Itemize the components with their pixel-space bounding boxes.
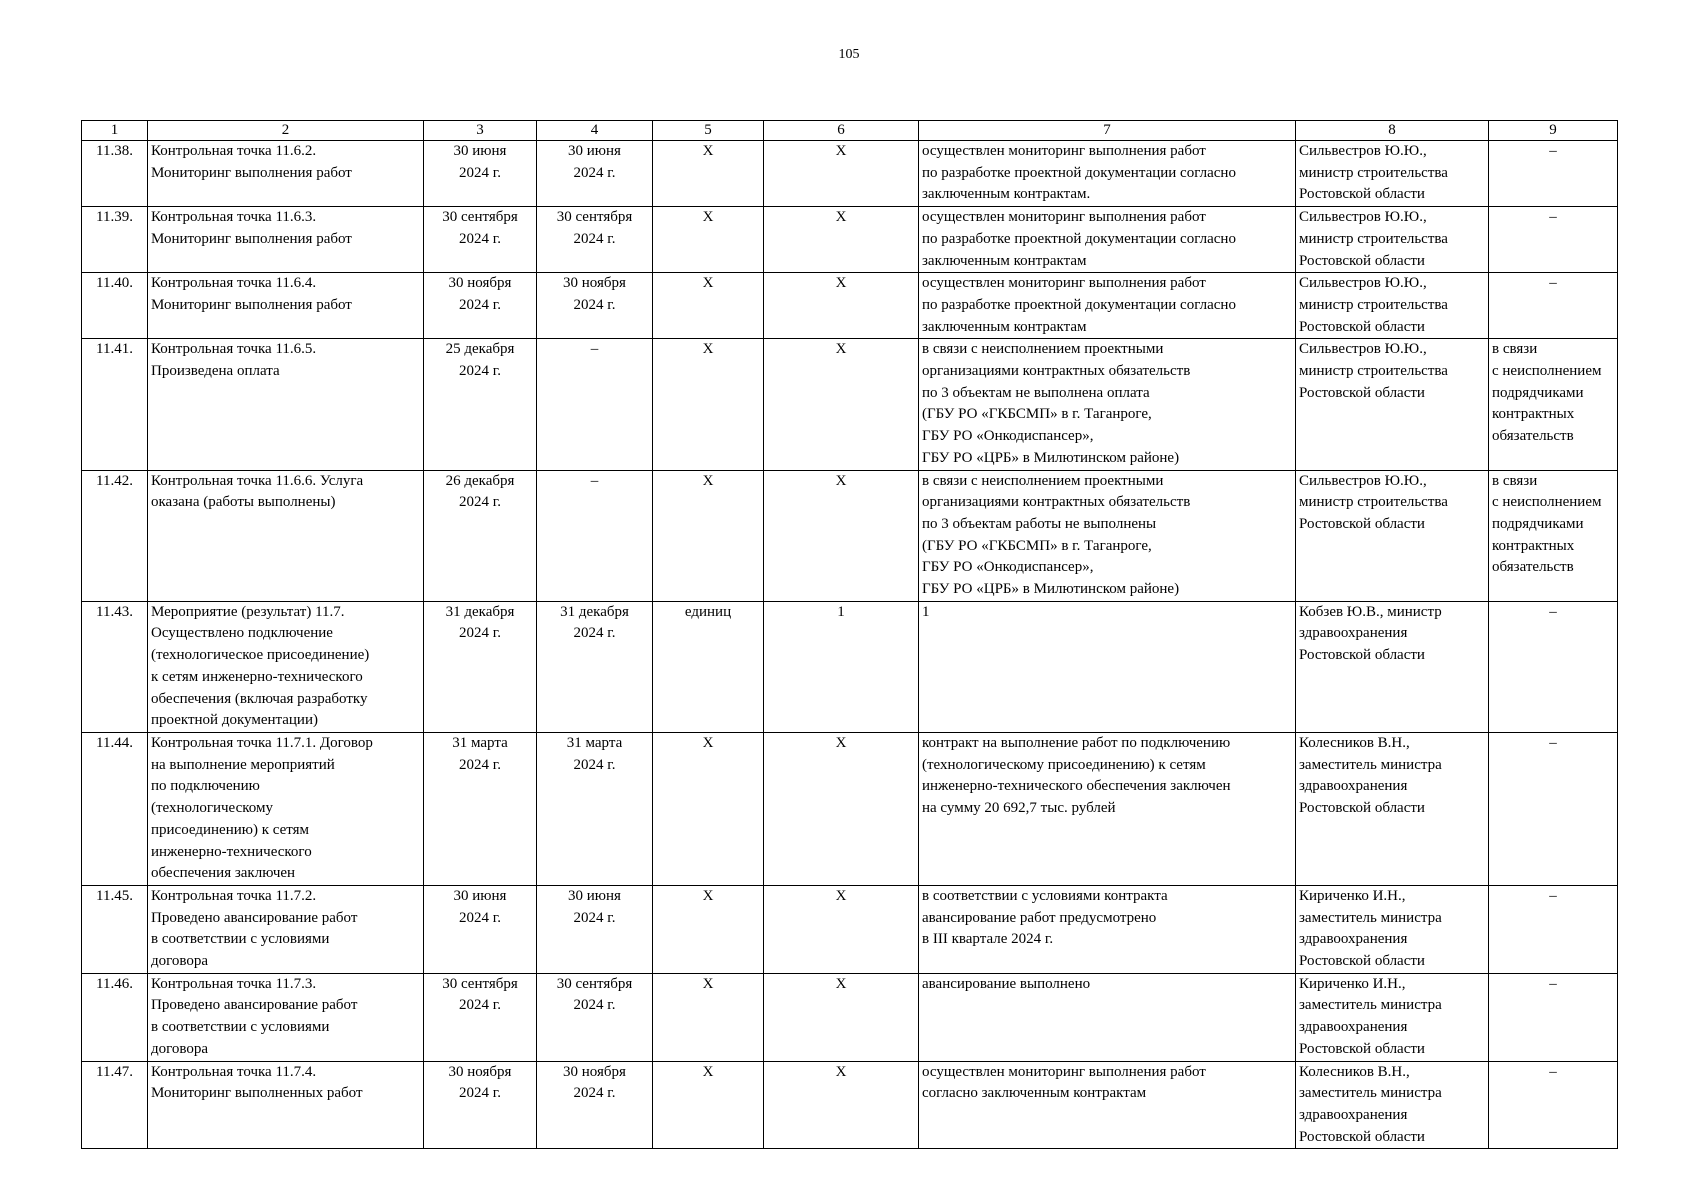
note-cell: –	[1489, 207, 1618, 273]
event-name-cell: Контрольная точка 11.6.4. Мониторинг выполнения работ	[148, 273, 424, 339]
row-number-cell: 11.41.	[82, 339, 148, 470]
table-row	[82, 732, 1618, 885]
actual-date-cell: 31 марта 2024 г.	[537, 732, 653, 885]
note-cell: –	[1489, 601, 1618, 732]
status-cell: осуществлен мониторинг выполнения работ по разработке проектной документации согласно заключенным контрактам	[919, 273, 1296, 339]
value-cell: Х	[764, 885, 919, 973]
status-cell: в связи с неисполнением проектными организациями контрактных обязательств по 3 объектам не выполнена оплата (ГБУ РО «ГКБСМП» в г. Таганроге, ГБУ РО «Онкодиспансер», ГБУ РО «ЦРБ» в Милютинском районе)	[919, 339, 1296, 470]
actual-date-cell: 30 июня 2024 г.	[537, 885, 653, 973]
responsible-cell: Кириченко И.Н., заместитель министра здравоохранения Ростовской области	[1296, 885, 1489, 973]
unit-cell: Х	[653, 141, 764, 207]
actual-date-cell: 31 декабря 2024 г.	[537, 601, 653, 732]
row-number-cell: 11.42.	[82, 470, 148, 601]
event-name-cell: Контрольная точка 11.7.2. Проведено авансирование работ в соответствии с условиями договора	[148, 885, 424, 973]
row-number-cell: 11.47.	[82, 1061, 148, 1149]
table-row	[82, 207, 1618, 273]
responsible-cell: Сильвестров Ю.Ю., министр строительства Ростовской области	[1296, 470, 1489, 601]
planned-date-cell: 25 декабря 2024 г.	[424, 339, 537, 470]
planned-date-cell: 30 сентября 2024 г.	[424, 207, 537, 273]
value-cell: Х	[764, 339, 919, 470]
status-cell: осуществлен мониторинг выполнения работ согласно заключенным контрактам	[919, 1061, 1296, 1149]
responsible-cell: Кобзев Ю.В., министр здравоохранения Ростовской области	[1296, 601, 1489, 732]
event-name-cell: Контрольная точка 11.7.3. Проведено авансирование работ в соответствии с условиями договора	[148, 973, 424, 1061]
column-number-row	[82, 121, 1618, 141]
status-cell: в соответствии с условиями контракта авансирование работ предусмотрено в III квартале 2024 г.	[919, 885, 1296, 973]
event-name-cell: Мероприятие (результат) 11.7. Осуществлено подключение (технологическое присоединение) к сетям инженерно-технического обеспечения (включая разработку проектной документации)	[148, 601, 424, 732]
note-cell: в связи с неисполнением подрядчиками контрактных обязательств	[1489, 339, 1618, 470]
table-row	[82, 339, 1618, 470]
page-number: 105	[838, 47, 860, 62]
event-name-cell: Контрольная точка 11.6.5. Произведена оплата	[148, 339, 424, 470]
event-name-cell: Контрольная точка 11.6.2. Мониторинг выполнения работ	[148, 141, 424, 207]
status-cell: осуществлен мониторинг выполнения работ по разработке проектной документации согласно заключенным контрактам	[919, 207, 1296, 273]
value-cell: Х	[764, 141, 919, 207]
table-row	[82, 1061, 1618, 1149]
column-header: 6	[764, 121, 919, 141]
table-row	[82, 885, 1618, 973]
actual-date-cell: 30 сентября 2024 г.	[537, 973, 653, 1061]
event-name-cell: Контрольная точка 11.7.1. Договор на выполнение мероприятий по подключению (технологическому присоединению) к сетям инженерно-технического обеспечения заключен	[148, 732, 424, 885]
status-cell: в связи с неисполнением проектными организациями контрактных обязательств по 3 объектам работы не выполнены (ГБУ РО «ГКБСМП» в г. Таганроге, ГБУ РО «Онкодиспансер», ГБУ РО «ЦРБ» в Милютинском районе)	[919, 470, 1296, 601]
planned-date-cell: 30 сентября 2024 г.	[424, 973, 537, 1061]
actual-date-cell: –	[537, 339, 653, 470]
status-cell: авансирование выполнено	[919, 973, 1296, 1061]
actual-date-cell: 30 ноября 2024 г.	[537, 1061, 653, 1149]
note-cell: –	[1489, 141, 1618, 207]
note-cell: в связи с неисполнением подрядчиками контрактных обязательств	[1489, 470, 1618, 601]
planned-date-cell: 26 декабря 2024 г.	[424, 470, 537, 601]
table-row	[82, 273, 1618, 339]
unit-cell: Х	[653, 732, 764, 885]
actual-date-cell: –	[537, 470, 653, 601]
note-cell: –	[1489, 1061, 1618, 1149]
row-number-cell: 11.46.	[82, 973, 148, 1061]
event-name-cell: Контрольная точка 11.6.6. Услуга оказана (работы выполнены)	[148, 470, 424, 601]
column-header: 9	[1489, 121, 1618, 141]
table-body	[82, 121, 1618, 1149]
column-header: 7	[919, 121, 1296, 141]
responsible-cell: Колесников В.Н., заместитель министра здравоохранения Ростовской области	[1296, 732, 1489, 885]
column-header: 3	[424, 121, 537, 141]
status-cell: осуществлен мониторинг выполнения работ по разработке проектной документации согласно заключенным контрактам.	[919, 141, 1296, 207]
unit-cell: Х	[653, 273, 764, 339]
value-cell: Х	[764, 207, 919, 273]
note-cell: –	[1489, 885, 1618, 973]
actual-date-cell: 30 сентября 2024 г.	[537, 207, 653, 273]
unit-cell: единиц	[653, 601, 764, 732]
planned-date-cell: 30 июня 2024 г.	[424, 141, 537, 207]
column-header: 8	[1296, 121, 1489, 141]
row-number-cell: 11.44.	[82, 732, 148, 885]
responsible-cell: Сильвестров Ю.Ю., министр строительства Ростовской области	[1296, 141, 1489, 207]
responsible-cell: Сильвестров Ю.Ю., министр строительства Ростовской области	[1296, 273, 1489, 339]
planned-date-cell: 30 ноября 2024 г.	[424, 273, 537, 339]
column-header: 1	[82, 121, 148, 141]
note-cell: –	[1489, 732, 1618, 885]
planned-date-cell: 30 ноября 2024 г.	[424, 1061, 537, 1149]
table-row	[82, 141, 1618, 207]
responsible-cell: Кириченко И.Н., заместитель министра здравоохранения Ростовской области	[1296, 973, 1489, 1061]
value-cell: Х	[764, 973, 919, 1061]
row-number-cell: 11.38.	[82, 141, 148, 207]
planned-date-cell: 31 декабря 2024 г.	[424, 601, 537, 732]
row-number-cell: 11.43.	[82, 601, 148, 732]
note-cell: –	[1489, 973, 1618, 1061]
value-cell: Х	[764, 1061, 919, 1149]
status-cell: 1	[919, 601, 1296, 732]
value-cell: Х	[764, 273, 919, 339]
note-cell: –	[1489, 273, 1618, 339]
unit-cell: Х	[653, 973, 764, 1061]
column-header: 4	[537, 121, 653, 141]
column-header: 5	[653, 121, 764, 141]
responsible-cell: Колесников В.Н., заместитель министра здравоохранения Ростовской области	[1296, 1061, 1489, 1149]
table-row	[82, 470, 1618, 601]
unit-cell: Х	[653, 207, 764, 273]
row-number-cell: 11.39.	[82, 207, 148, 273]
event-name-cell: Контрольная точка 11.7.4. Мониторинг выполненных работ	[148, 1061, 424, 1149]
value-cell: Х	[764, 732, 919, 885]
status-cell: контракт на выполнение работ по подключению (технологическому присоединению) к сетям инженерно-технического обеспечения заключен на сумму 20 692,7 тыс. рублей	[919, 732, 1296, 885]
unit-cell: Х	[653, 339, 764, 470]
value-cell: Х	[764, 470, 919, 601]
table-row	[82, 973, 1618, 1061]
planned-date-cell: 31 марта 2024 г.	[424, 732, 537, 885]
unit-cell: Х	[653, 885, 764, 973]
unit-cell: Х	[653, 1061, 764, 1149]
event-name-cell: Контрольная точка 11.6.3. Мониторинг выполнения работ	[148, 207, 424, 273]
report-table	[81, 120, 1618, 1149]
actual-date-cell: 30 ноября 2024 г.	[537, 273, 653, 339]
responsible-cell: Сильвестров Ю.Ю., министр строительства Ростовской области	[1296, 207, 1489, 273]
table-row	[82, 601, 1618, 732]
actual-date-cell: 30 июня 2024 г.	[537, 141, 653, 207]
value-cell: 1	[764, 601, 919, 732]
column-header: 2	[148, 121, 424, 141]
unit-cell: Х	[653, 470, 764, 601]
row-number-cell: 11.40.	[82, 273, 148, 339]
row-number-cell: 11.45.	[82, 885, 148, 973]
planned-date-cell: 30 июня 2024 г.	[424, 885, 537, 973]
responsible-cell: Сильвестров Ю.Ю., министр строительства Ростовской области	[1296, 339, 1489, 470]
